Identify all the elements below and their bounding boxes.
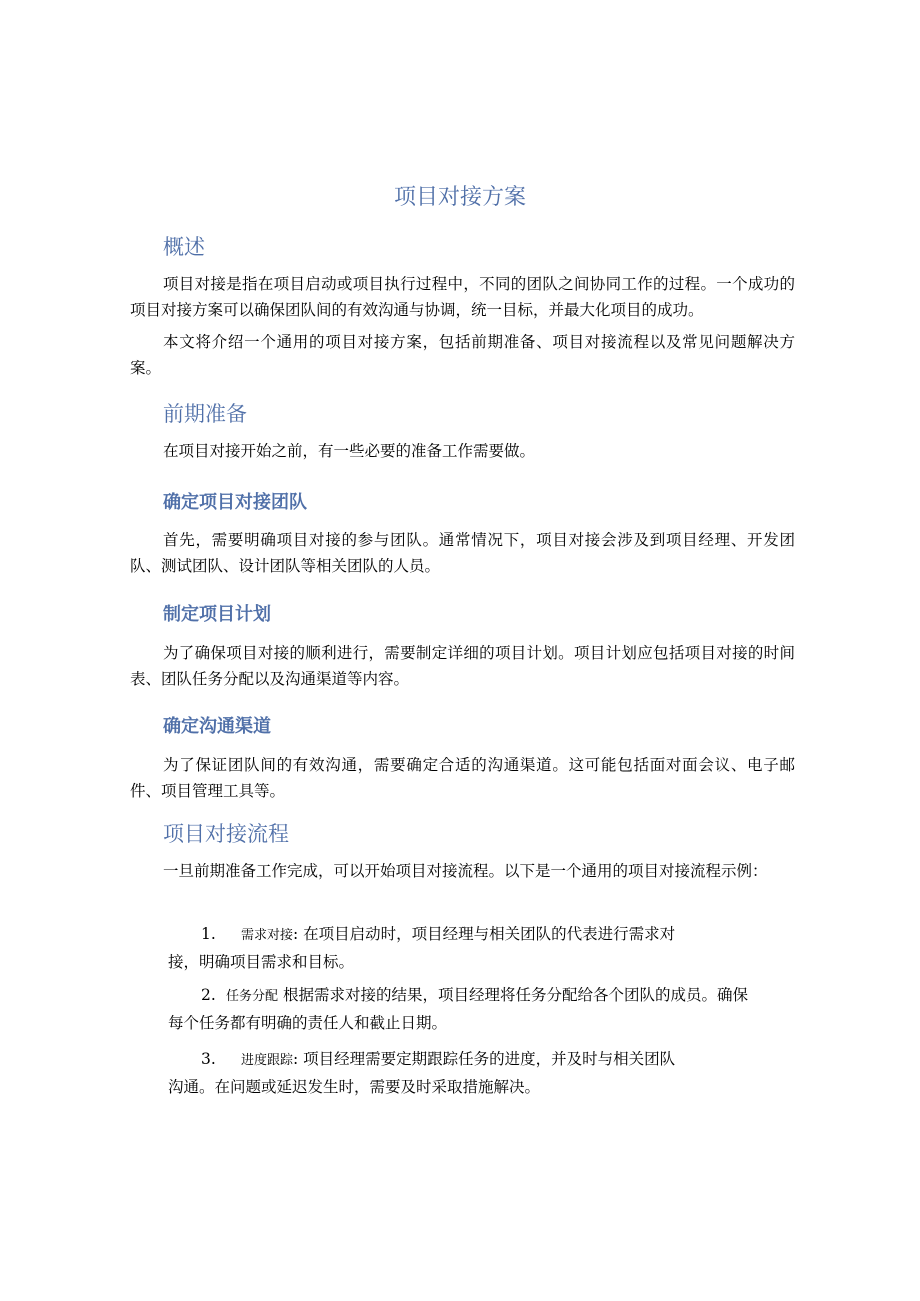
- subheading-team: 确定项目对接团队: [163, 492, 307, 513]
- step-term: 需求对接: [241, 928, 294, 943]
- subheading-channel: 确定沟通渠道: [163, 716, 271, 737]
- process-step-1: [168, 921, 798, 975]
- step-term: 进度跟踪: [241, 1053, 294, 1068]
- plan-paragraph: 为了确保项目对接的顺利进行，需要制定详细的项目计划。项目计划应包括项目对接的时间表、团队任务分配以及沟通渠道等内容。: [130, 644, 795, 688]
- step-text: 根据需求对接的结果，项目经理将任务分配给各个团队的成员。确保: [278, 986, 748, 1004]
- step-text-continued: 每个任务都有明确的责任人和截止日期。: [168, 1014, 448, 1032]
- step-text-continued: 接，明确项目需求和目标。: [168, 953, 355, 971]
- subheading-plan: 制定项目计划: [163, 604, 271, 625]
- process-intro: 一旦前期准备工作完成，可以开始项目对接流程。以下是一个通用的项目对接流程示例：: [163, 862, 768, 880]
- step-text: : 在项目启动时，项目经理与相关团队的代表进行需求对: [293, 925, 676, 943]
- document-title: 项目对接方案: [393, 185, 526, 210]
- section-heading-process: 项目对接流程: [163, 822, 289, 846]
- team-paragraph: 首先，需要明确项目对接的参与团队。通常情况下，项目对接会涉及到项目经理、开发团队、测试团队、设计团队等相关团队的人员。: [130, 531, 795, 575]
- step-number: 3.: [201, 1050, 216, 1068]
- process-step-2: [168, 982, 798, 1036]
- step-term: 任务分配: [226, 989, 279, 1004]
- process-step-3: [168, 1046, 798, 1100]
- step-number: 2.: [201, 986, 216, 1004]
- step-text: : 项目经理需要定期跟踪任务的进度，并及时与相关团队: [293, 1050, 676, 1068]
- section-heading-overview: 概述: [163, 235, 205, 259]
- channel-paragraph: 为了保证团队间的有效沟通，需要确定合适的沟通渠道。这可能包括面对面会议、电子邮件、项目管理工具等。: [130, 756, 795, 800]
- overview-paragraph-1: 项目对接是指在项目启动或项目执行过程中，不同的团队之间协同工作的过程。一个成功的项目对接方案可以确保团队间的有效沟通与协调，统一目标，并最大化项目的成功。: [130, 275, 795, 319]
- step-text-continued: 沟通。在问题或延迟发生时，需要及时采取措施解决。: [168, 1078, 541, 1096]
- preparation-intro: 在项目对接开始之前，有一些必要的准备工作需要做。: [163, 442, 536, 460]
- step-number: 1.: [201, 925, 216, 943]
- section-heading-preparation: 前期准备: [163, 402, 247, 426]
- overview-paragraph-2: 本文将介绍一个通用的项目对接方案，包括前期准备、项目对接流程以及常见问题解决方案。: [130, 333, 795, 377]
